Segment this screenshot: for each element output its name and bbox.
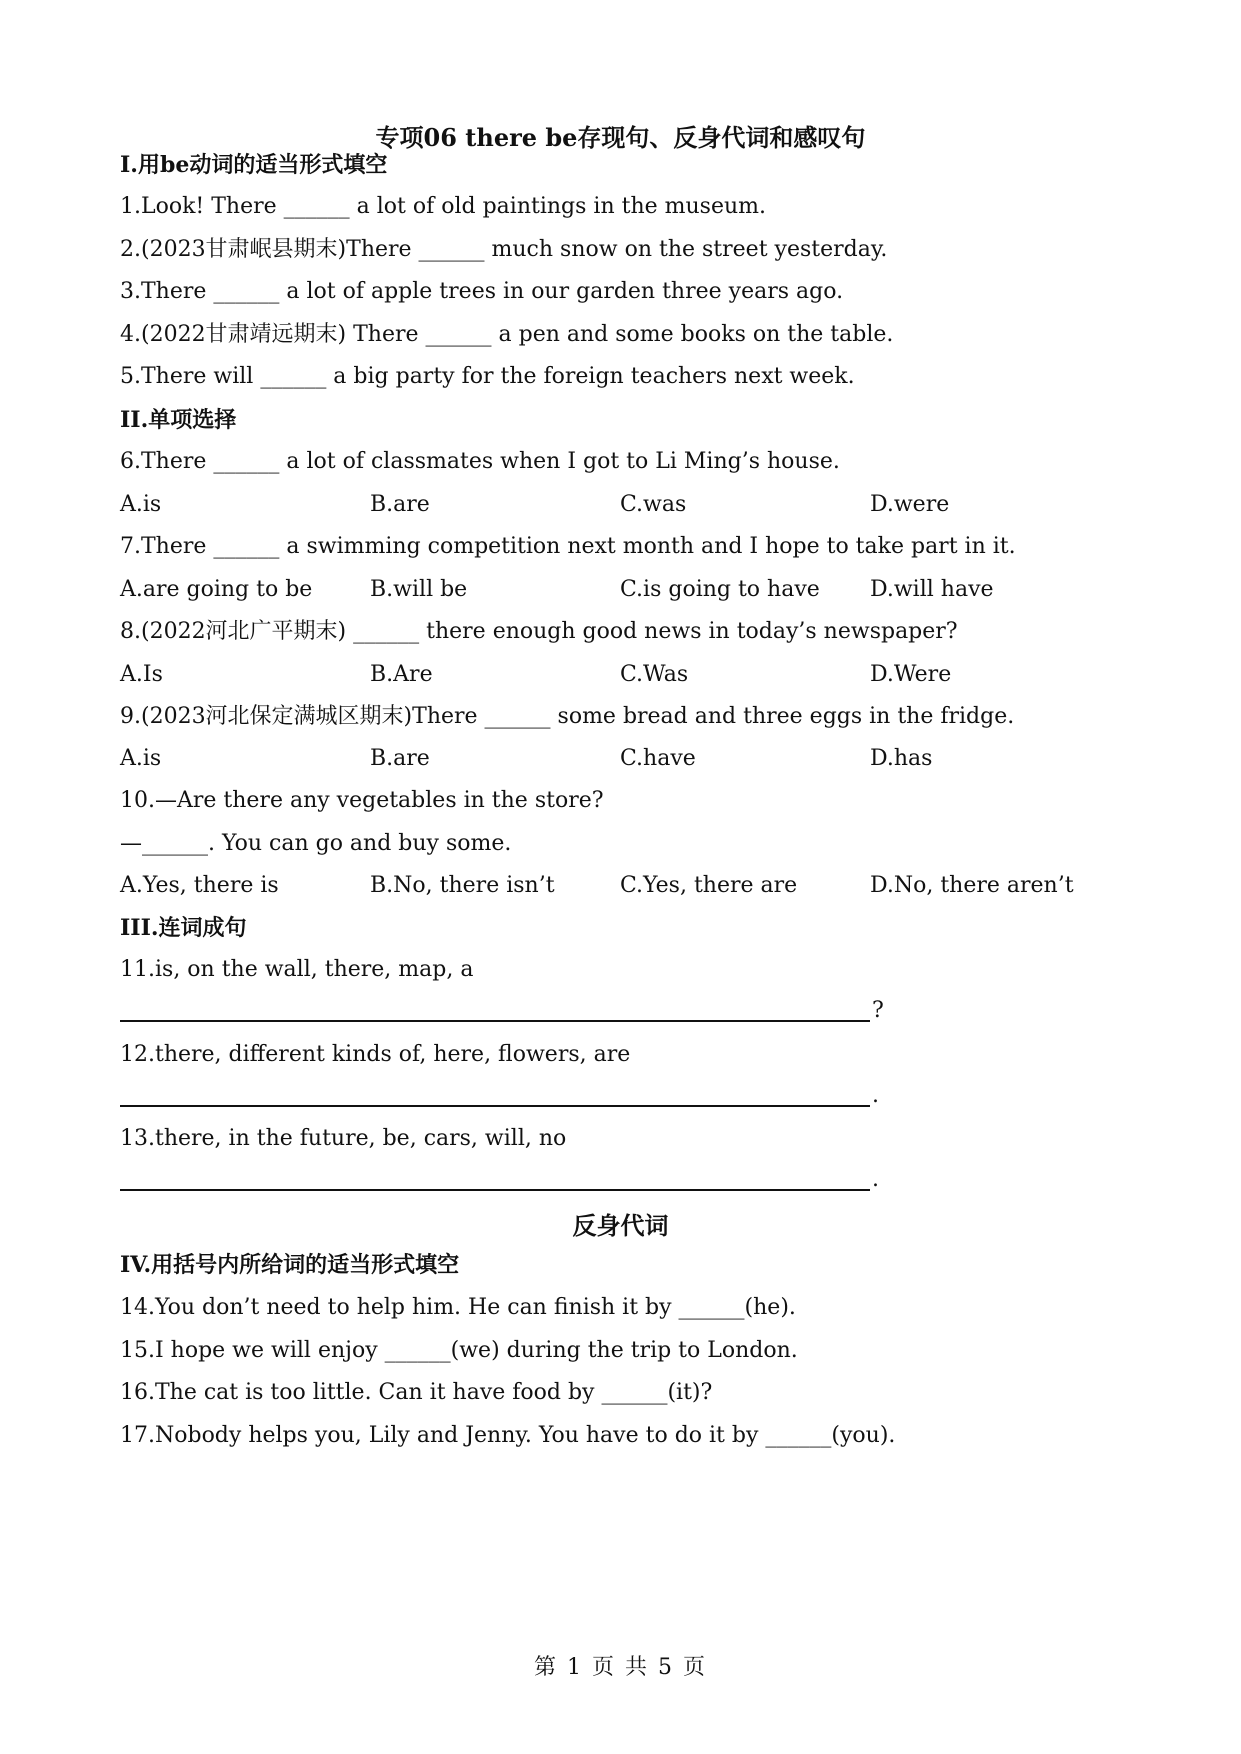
question-10-response: —______. You can go and buy some.	[120, 831, 512, 856]
option-c: C.Yes, there are	[620, 873, 798, 898]
section-3-heading: III.连词成句	[120, 915, 247, 941]
option-a: A.is	[120, 746, 162, 771]
option-b: B.Are	[370, 662, 433, 687]
question-1: 1.Look! There ______ a lot of old paintings in the museum.	[120, 194, 767, 219]
option-a: A.are going to be	[120, 577, 313, 602]
question-13: 13.there, in the future, be, cars, will, no	[120, 1126, 567, 1151]
answer-punct-11: ?	[872, 998, 884, 1023]
question-4: 4.(2022甘肃靖远期末) There ______ a pen and some books on the table.	[120, 322, 894, 347]
answer-punct-12: .	[872, 1083, 879, 1108]
option-a: A.is	[120, 492, 162, 517]
question-5: 5.There will ______ a big party for the foreign teachers next week.	[120, 364, 855, 389]
option-d: D.has	[870, 746, 933, 771]
answer-line-11	[120, 1020, 870, 1022]
page-footer: 第 1 页 共 5 页	[534, 1655, 707, 1680]
page-title: 专项06 there be存现句、反身代词和感叹句	[375, 123, 866, 152]
question-10: 10.—Are there any vegetables in the store?	[120, 788, 604, 813]
section-4-title: 反身代词	[572, 1211, 669, 1240]
option-d: D.Were	[870, 662, 952, 687]
question-2: 2.(2023甘肃岷县期末)There ______ much snow on the street yesterday.	[120, 237, 888, 262]
question-14: 14.You don’t need to help him. He can finish it by ______(he).	[120, 1295, 796, 1320]
question-6: 6.There ______ a lot of classmates when I got to Li Ming’s house.	[120, 449, 840, 474]
question-8: 8.(2022河北广平期末) ______ there enough good news in today’s newspaper?	[120, 619, 958, 644]
option-d: D.No, there aren’t	[870, 873, 1074, 898]
question-7-options	[120, 575, 1100, 605]
question-11: 11.is, on the wall, there, map, a	[120, 957, 474, 982]
option-c: C.was	[620, 492, 687, 517]
question-6-options	[120, 490, 1100, 520]
option-b: B.are	[370, 492, 430, 517]
question-3: 3.There ______ a lot of apple trees in our garden three years ago.	[120, 279, 844, 304]
option-a: A.Is	[120, 662, 163, 687]
question-9-options	[120, 744, 1100, 774]
question-15: 15.I hope we will enjoy ______(we) during the trip to London.	[120, 1338, 798, 1363]
question-10-options	[120, 871, 1100, 901]
option-c: C.have	[620, 746, 696, 771]
section-4-heading: IV.用括号内所给词的适当形式填空	[120, 1252, 460, 1278]
option-c: C.Was	[620, 662, 689, 687]
question-17: 17.Nobody helps you, Lily and Jenny. You have to do it by ______(you).	[120, 1423, 896, 1448]
question-9: 9.(2023河北保定满城区期末)There ______ some bread and three eggs in the fridge.	[120, 704, 1015, 729]
option-b: B.are	[370, 746, 430, 771]
question-8-options	[120, 660, 1100, 690]
answer-punct-13: .	[872, 1167, 879, 1192]
option-d: D.were	[870, 492, 950, 517]
question-7: 7.There ______ a swimming competition next month and I hope to take part in it.	[120, 534, 1016, 559]
option-c: C.is going to have	[620, 577, 820, 602]
option-a: A.Yes, there is	[120, 873, 279, 898]
section-1-heading: I.用be动词的适当形式填空	[120, 152, 388, 178]
option-d: D.will have	[870, 577, 994, 602]
answer-line-13	[120, 1189, 870, 1191]
option-b: B.will be	[370, 577, 468, 602]
option-b: B.No, there isn’t	[370, 873, 555, 898]
answer-line-12	[120, 1105, 870, 1107]
question-12: 12.there, different kinds of, here, flowers, are	[120, 1042, 631, 1067]
section-2-heading: II.单项选择	[120, 407, 237, 433]
question-16: 16.The cat is too little. Can it have food by ______(it)?	[120, 1380, 713, 1405]
